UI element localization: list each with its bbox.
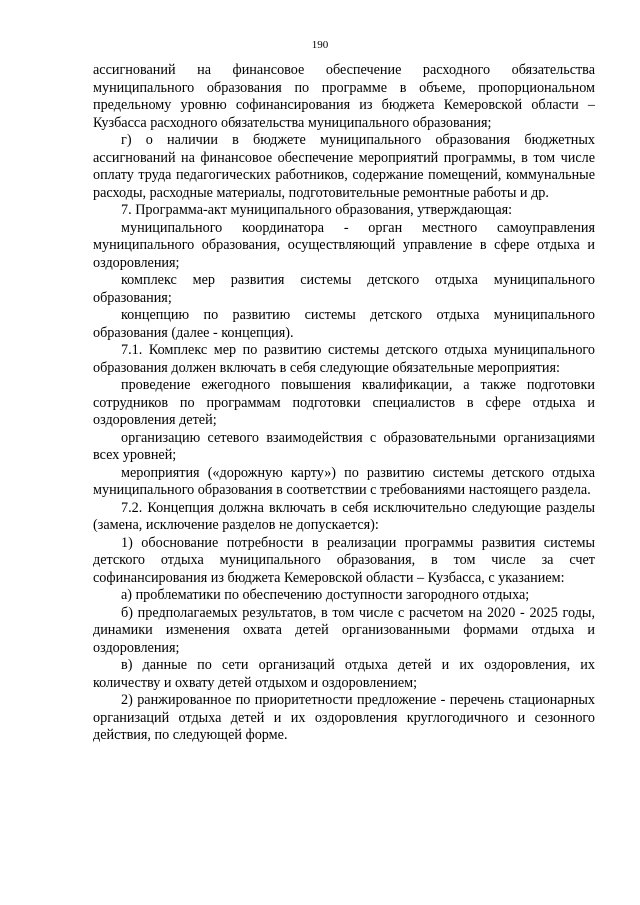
paragraph: комплекс мер развития системы детского отдыха муниципального образования; [93, 272, 595, 306]
paragraph: организацию сетевого взаимодействия с образовательными организациями всех уровней; [93, 429, 595, 463]
paragraph: в) данные по сети организаций отдыха детей и их оздоровления, их количеству и охвату детей отдыхом и оздоровлением; [93, 657, 595, 691]
paragraph: г) о наличии в бюджете муниципального образования бюджетных ассигнований на финансовое обеспечение мероприятий программы, в том числе оплату труда педагогических работников, содержание помещений, коммунальные расходы, расходные материалы, подготовительные ремонтные работы и др. [93, 132, 595, 201]
paragraph: 7. Программа-акт муниципального образования, утверждающая: [121, 202, 513, 218]
paragraph: концепцию по развитию системы детского отдыха муниципального образования (далее - концепция). [93, 307, 595, 341]
paragraph: муниципального координатора - орган местного самоуправления муниципального образования, осуществляющий управление в сфере отдыха и оздоровления; [93, 219, 595, 271]
paragraph: 7.2. Концепция должна включать в себя исключительно следующие разделы (замена, исключение разделов не допускается): [93, 499, 595, 533]
paragraph: мероприятия («дорожную карту») по развитию системы детского отдыха муниципального образования в соответствии с требованиями настоящего раздела. [93, 464, 595, 498]
page-number: 190 [311, 39, 329, 51]
paragraph: 1) обоснование потребности в реализации программы развития системы детского отдыха муниципального образования, в том числе за счет софинансирования из бюджета Кемеровской области – Кузбасса, с указанием: [93, 534, 595, 586]
document-body [93, 62, 595, 745]
paragraph: 2) ранжированное по приоритетности предложение - перечень стационарных организаций отдыха детей и их оздоровления круглогодичного и сезонного действия, по следующей форме. [93, 692, 595, 743]
paragraph: б) предполагаемых результатов, в том числе с расчетом на 2020 - 2025 годы, динамики изменения охвата детей организованными формами отдыха и оздоровления; [93, 604, 595, 656]
paragraph: а) проблематики по обеспечению доступности загородного отдыха; [121, 587, 530, 603]
paragraph: 7.1. Комплекс мер по развитию системы детского отдыха муниципального образования должен включать в себя следующие обязательные мероприятия: [93, 342, 595, 376]
paragraph: проведение ежегодного повышения квалификации, а также подготовки сотрудников по программам подготовки специалистов в сфере отдыха и оздоровления детей; [93, 377, 595, 428]
paragraph: ассигнований на финансовое обеспечение расходного обязательства муниципального образования по программе в объеме, пропорциональном предельному уровню софинансирования из бюджета Кемеровской области – Кузбасса расходного обязательства муниципального образования; [93, 62, 595, 131]
